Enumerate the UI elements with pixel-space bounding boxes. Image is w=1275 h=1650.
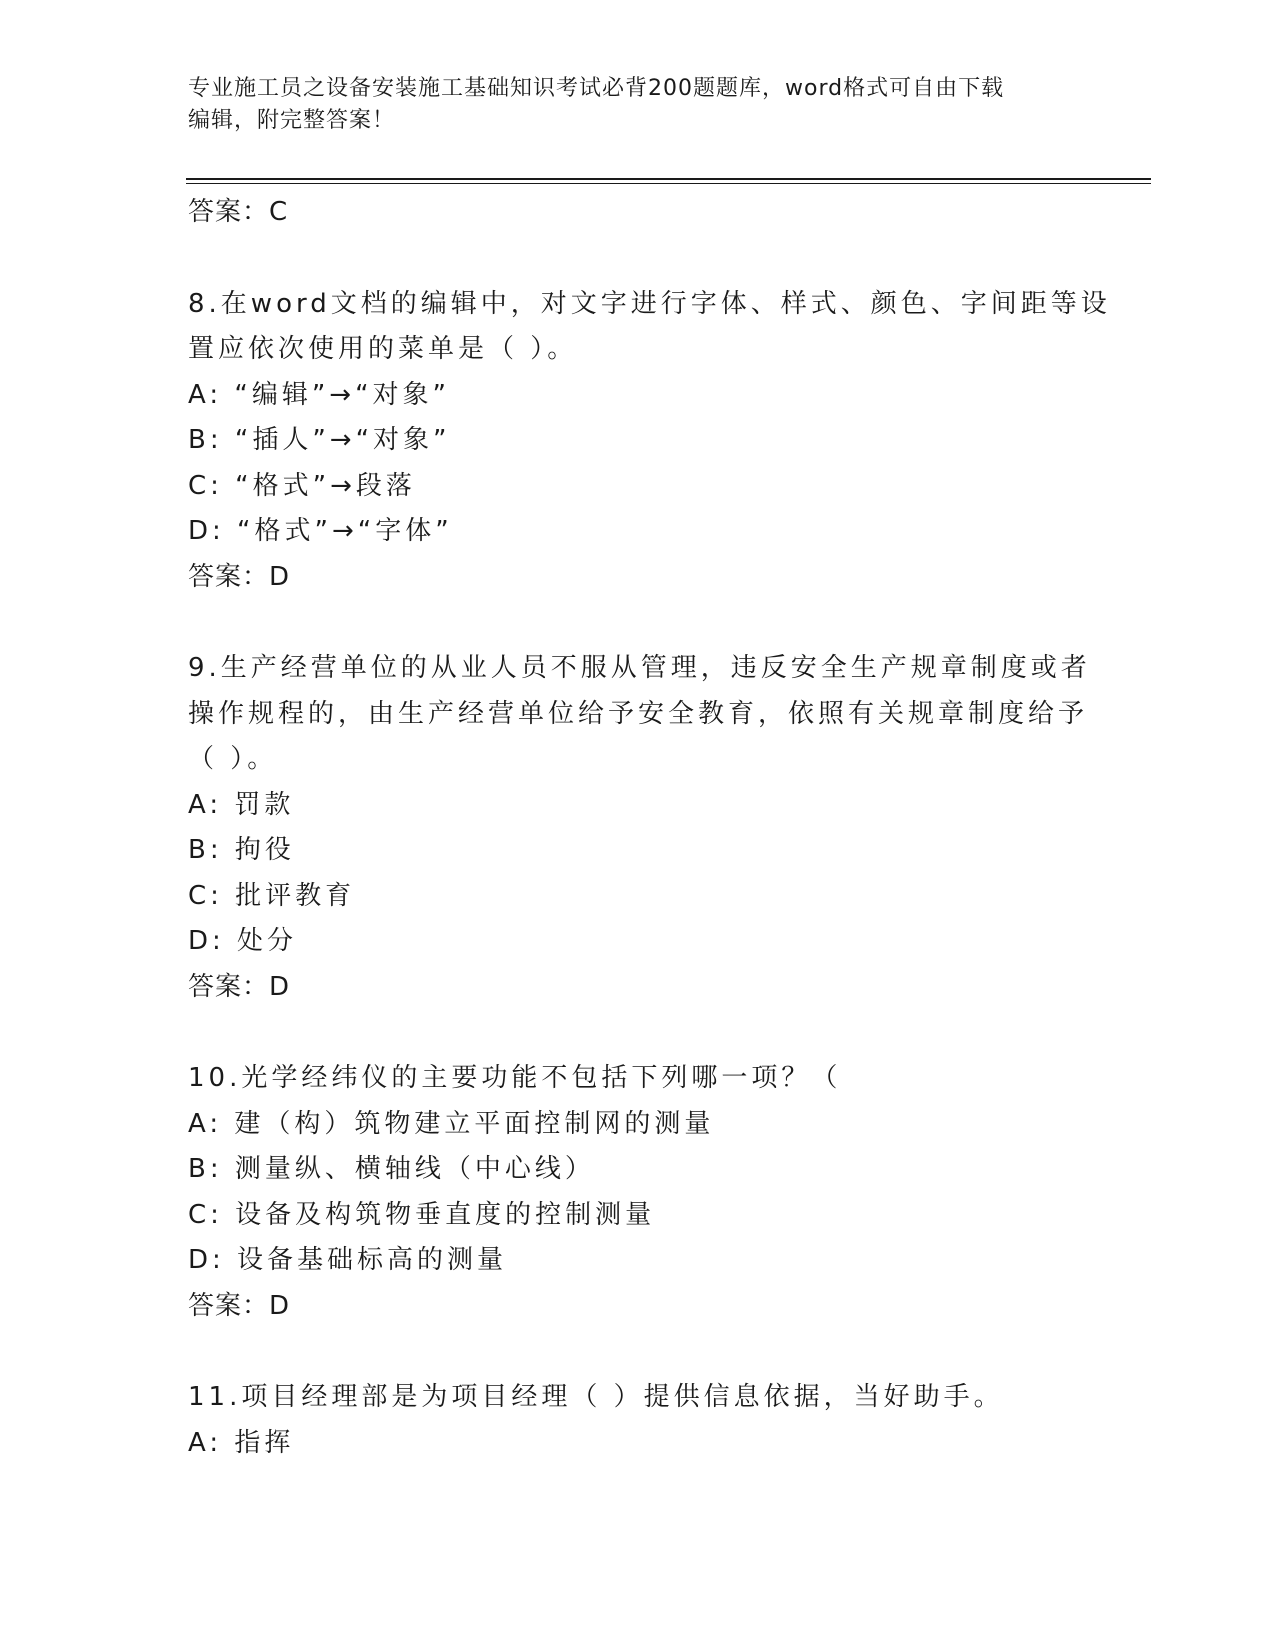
question-text-line: （ ）。 [188,744,278,774]
option-d: D: “格式”→“字体” [188,516,453,546]
block-spacer [188,1010,1088,1056]
option-b: B: “插人”→“对象” [188,425,451,455]
question-block-10 [188,1056,1088,1329]
option-b: B: 拘役 [188,835,295,865]
question-block-9 [188,646,1091,1010]
option-b: B: 测量纵、横轴线（中心线） [188,1154,595,1184]
answer-block-7 [188,190,1088,236]
answer-line: 答案：C [188,197,289,227]
answer-line: 答案：D [188,561,291,592]
option-c: C: 批评教育 [188,880,356,911]
block-spacer [188,1329,1088,1375]
block-spacer [188,600,1088,646]
header-line-1: 专业施工员之设备安装施工基础知识考试必背200题题库，word格式可自由下载 [188,76,1005,101]
option-c: C: “格式”→段落 [188,470,416,501]
option-a: A: “编辑”→“对象” [188,379,451,410]
question-content [188,190,1111,1466]
option-a: A: 指挥 [188,1427,295,1458]
block-spacer [188,236,1088,282]
option-a: A: 罚款 [188,789,295,820]
question-text-line: 8.在word文档的编辑中，对文字进行字体、样式、颜色、字间距等设 [188,288,1111,319]
question-block-8 [188,282,1111,601]
question-text-line: 9.生产经营单位的从业人员不服从管理，违反安全生产规章制度或者 [188,653,1091,683]
question-text-line: 操作规程的，由生产经营单位给予安全教育，依照有关规章制度给予 [188,698,1089,729]
header-divider-thin [186,183,1151,184]
option-d: D: 设备基础标高的测量 [188,1245,508,1275]
document-header [188,73,1068,137]
option-c: C: 设备及构筑物垂直度的控制测量 [188,1199,656,1230]
question-text-line: 10.光学经纬仪的主要功能不包括下列哪一项？（ [188,1063,842,1093]
question-text-line: 置应依次使用的菜单是（ ）。 [188,334,578,364]
answer-line: 答案：D [188,971,291,1002]
header-line-2: 编辑，附完整答案！ [188,108,396,133]
option-a: A: 建（构）筑物建立平面控制网的测量 [188,1108,715,1139]
header-divider-thick [186,178,1151,180]
answer-line: 答案：D [188,1290,291,1321]
question-block-11 [188,1375,1088,1466]
question-text-line: 11.项目经理部是为项目经理（ ）提供信息依据，当好助手。 [188,1382,1004,1412]
option-d: D: 处分 [188,926,298,956]
